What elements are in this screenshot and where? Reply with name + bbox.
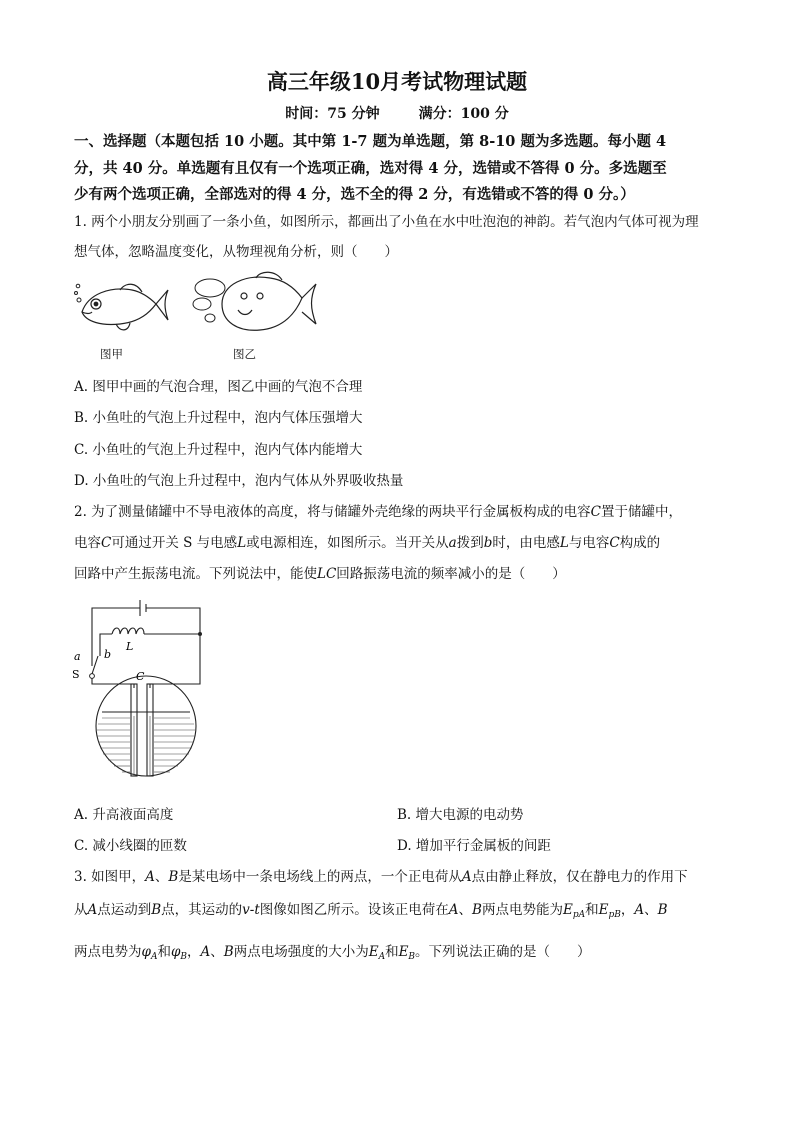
fish-a — [82, 284, 168, 330]
q2-stem-line3: 回路中产生振荡电流。下列说法中，能使LC回路振荡电流的频率减小的是（ ） — [74, 566, 566, 582]
q1-option-a: A. 图甲中画的气泡合理，图乙中画的气泡不合理 — [74, 379, 363, 395]
fish-b — [222, 272, 316, 330]
q2-stem-line2: 电容C可通过开关 S 与电感L或电源相连，如图所示。当开关从a拨到b时，由电感L与电容C构成的 — [74, 535, 661, 551]
figure-jia-label: 图甲 — [100, 347, 123, 361]
figure-yi-label: 图乙 — [233, 347, 256, 361]
circuit-label-b: b — [104, 648, 112, 661]
q2-option-c: C. 减小线圈的匝数 — [74, 838, 187, 854]
circuit-label-l: L — [126, 640, 134, 653]
q1-stem-line2: 想气体，忽略温度变化，从物理视角分析，则（ ） — [74, 244, 398, 260]
q2-option-b: B. 增大电源的电动势 — [397, 807, 524, 823]
q2-stem-line1: 2. 为了测量储罐中不导电液体的高度，将与储罐外壳绝缘的两块平行金属板构成的电容C置于储罐中， — [74, 504, 683, 520]
q2-lc-circuit-figure — [68, 596, 214, 786]
q2-option-d: D. 增加平行金属板的间距 — [397, 838, 551, 854]
circuit-label-c: C — [136, 670, 145, 683]
section-instructions-line3: 少有两个选项正确，全部选对的得 4 分，选不全的得 2 分，有选错或不答的得 0 分。） — [74, 186, 635, 203]
q3-stem-line3: 两点电势为$\varphi_A$和$\varphi_B$，A、B两点电场强度的大小为$E_A$和$E_B$。下列说法正确的是（ ） — [74, 944, 591, 962]
circuit-label-s: S — [72, 668, 80, 681]
section-instructions-line1: 一、选择题（本题包括 10 小题。其中第 1-7 题为单选题，第 8-10 题为多选题。每小题 4 — [74, 133, 667, 150]
circuit-label-a: a — [74, 650, 81, 663]
q2-option-a: A. 升高液面高度 — [74, 807, 174, 823]
q1-option-b: B. 小鱼吐的气泡上升过程中，泡内气体压强增大 — [74, 410, 363, 426]
fish-b-bubbles — [193, 279, 225, 322]
q3-stem-line2: 从A点运动到B点，其运动的v-t图像如图乙所示。设该正电荷在A、B两点电势能为$E_{pA}$和$E_{pB}$，A、B — [74, 902, 668, 920]
page-title: 高三年级10月考试物理试题 — [266, 69, 528, 94]
q1-option-d: D. 小鱼吐的气泡上升过程中，泡内气体从外界吸收热量 — [74, 473, 404, 489]
q1-stem-line1: 1. 两个小朋友分别画了一条小鱼，如图所示，都画出了小鱼在水中吐泡泡的神韵。若气泡内气体可视为理 — [74, 214, 699, 230]
q1-option-c: C. 小鱼吐的气泡上升过程中，泡内气体内能增大 — [74, 442, 363, 458]
q3-stem-line1: 3. 如图甲，A、B是某电场中一条电场线上的两点，一个正电荷从A点由静止释放，仅在静电力的作用下 — [74, 869, 688, 885]
fish-a-bubbles — [75, 284, 82, 302]
section-instructions-line2: 分，共 40 分。单选题有且仅有一个选项正确，选对得 4 分，选错或不答得 0 分。多选题至 — [74, 160, 667, 177]
exam-info: 时间：75 分钟 满分：100 分 — [285, 106, 509, 122]
q1-fish-figure — [70, 268, 320, 338]
